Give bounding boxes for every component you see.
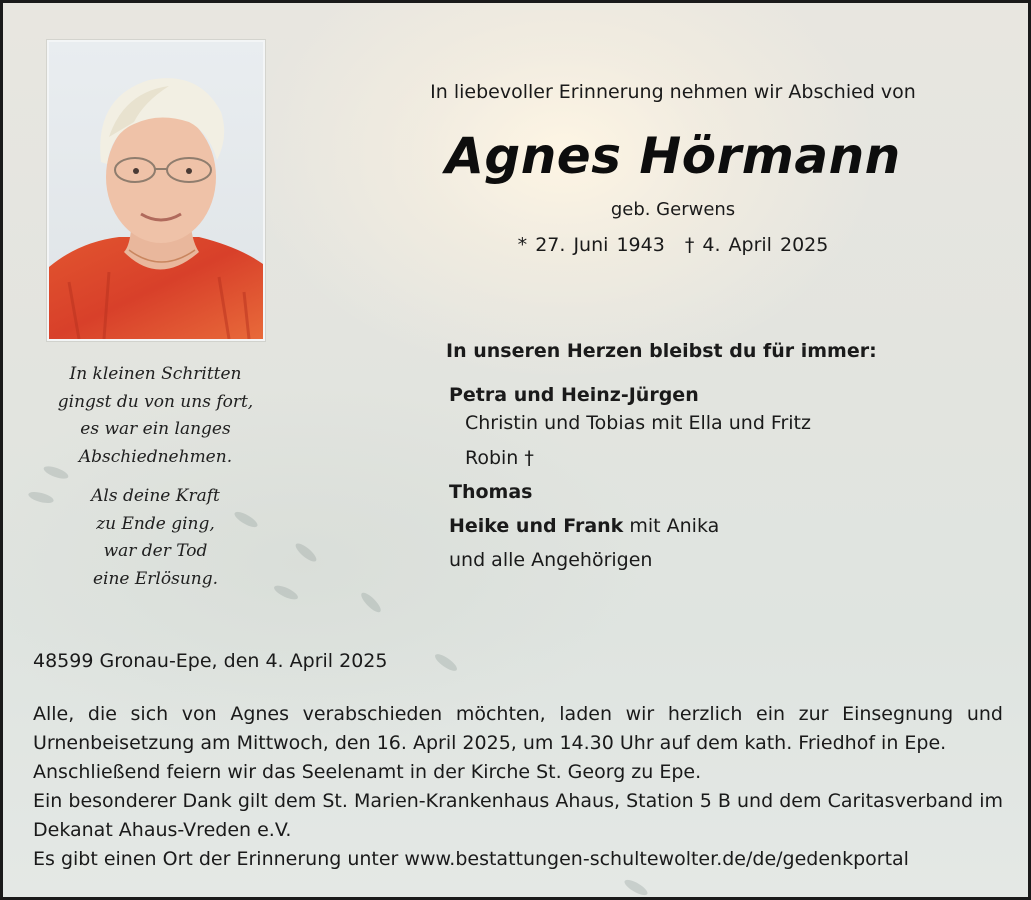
family-name-suffix: mit Anika [623,515,720,537]
poem-stanza-2 [33,483,278,593]
footprint-decoration [293,541,319,565]
body-paragraph: Es gibt einen Ort der Erinnerung unter www.bestattungen-schultewolter.de/de/gedenkportal [33,848,909,870]
family-name: Petra und Heinz-Jürgen [449,384,699,406]
family-line: und alle Angehörigen [449,549,653,571]
body-paragraph: Anschließend feiern wir das Seelenamt in der Kirche St. Georg zu Epe. [33,761,702,783]
family-line: Christin und Tobias mit Ella und Fritz [465,412,811,434]
poem-line: gingst du von uns fort, [57,391,254,412]
portrait-photo-icon [49,42,263,339]
place-date: 48599 Gronau-Epe, den 4. April 2025 [33,650,388,672]
maiden-name: geb. Gerwens [610,199,736,220]
footprint-decoration [359,590,384,615]
poem-line: eine Erlösung. [92,568,219,589]
announcement-body [33,700,1003,874]
family-line: Robin † [465,447,534,469]
death-date: † 4. April 2025 [684,234,829,256]
heart-line: In unseren Herzen bleibst du für immer: [446,340,877,362]
family-name: Thomas [449,481,533,503]
body-paragraph: Ein besonderer Dank gilt dem St. Marien-Krankenhaus Ahaus, Station 5 B und dem Caritasverband im Dekanat Ahaus-Vreden e.V. [33,790,1003,841]
footprint-decoration [433,651,459,673]
poem-stanza-1 [33,361,278,471]
footprint-decoration [622,877,649,898]
birth-date: * 27. Juni 1943 [517,234,665,256]
poem-line: zu Ende ging, [96,513,215,534]
family-line [449,481,532,503]
family-line [449,384,699,406]
poem-line: war der Tod [103,541,208,561]
portrait-photo [47,40,265,341]
family-line [449,515,719,537]
body-paragraph: Alle, die sich von Agnes verabschieden möchten, laden wir herzlich ein zur Einsegnung und Urnenbeisetzung am Mittwoch, den 16. April 2025, um 14.30 Uhr auf dem kath. Friedhof in Epe. [33,703,1003,754]
poem-line: In kleinen Schritten [69,364,242,384]
family-name: Heike und Frank [449,515,624,537]
poem-line: Abschiednehmen. [78,446,233,467]
intro-text: In liebevoller Erinnerung nehmen wir Abschied von [430,81,916,103]
poem-line: Als deine Kraft [91,486,220,506]
poem-line: es war ein langes [80,419,231,439]
life-dates [373,234,973,256]
deceased-name: Agnes Hörmann [445,127,901,185]
